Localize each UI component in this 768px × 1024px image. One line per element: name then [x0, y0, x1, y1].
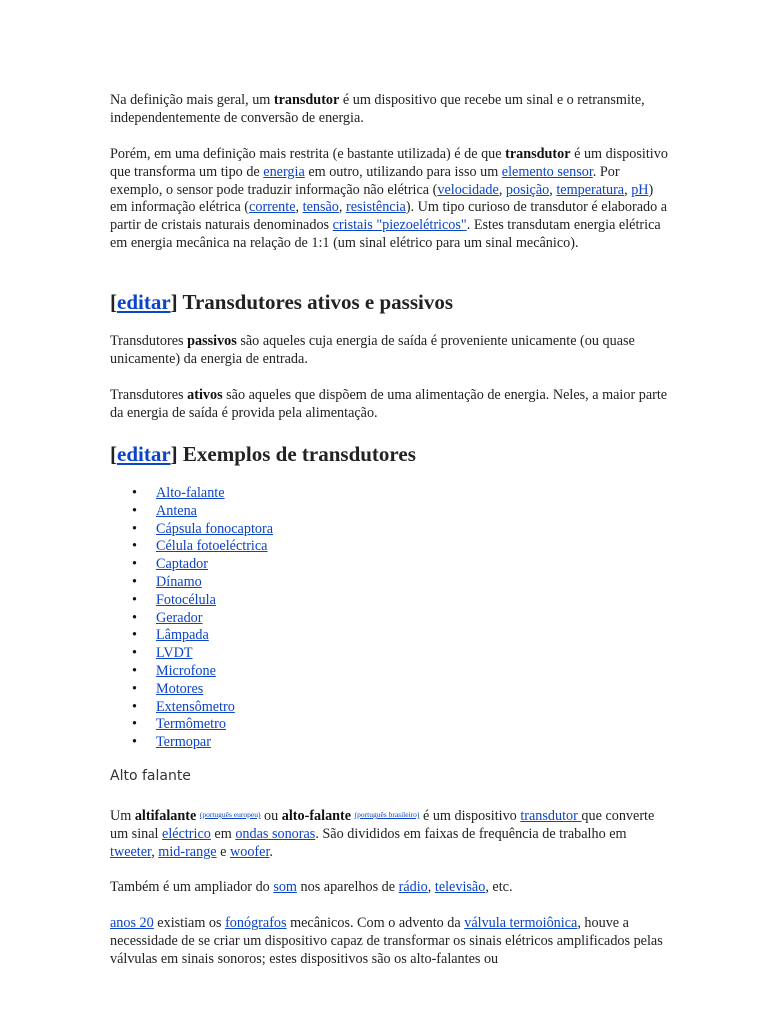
- example-link[interactable]: Termômetro: [156, 716, 226, 733]
- list-item: [132, 645, 273, 663]
- superscript-note: [200, 810, 261, 819]
- text: , etc.: [485, 879, 513, 895]
- example-link[interactable]: Extensômetro: [156, 698, 235, 715]
- text: nos aparelhos de: [296, 879, 399, 895]
- text: em outro, utilizando para isso um: [304, 163, 502, 180]
- paragraph-definition-restricted: [110, 146, 670, 253]
- bracket: [: [110, 290, 117, 314]
- bullet-icon: •: [132, 734, 137, 751]
- text: são aqueles cuja energia de saída é proveniente unicamente (ou quase unicamente) da energia de entrada.: [110, 333, 635, 367]
- bold-term: alto-falante: [281, 808, 352, 824]
- list-item: [132, 591, 273, 610]
- bracket: ]: [170, 442, 178, 466]
- link-anos-20[interactable]: anos 20: [110, 915, 154, 931]
- link-elemento-sensor[interactable]: elemento sensor: [501, 163, 593, 180]
- paragraph-altifalante: [110, 808, 670, 861]
- list-item: [132, 502, 273, 521]
- bold-term: transdutor: [505, 146, 571, 162]
- paragraph-ativos: [110, 387, 670, 423]
- link-tweeter[interactable]: tweeter: [110, 843, 152, 860]
- example-link[interactable]: Cápsula fonocaptora: [156, 520, 274, 537]
- list-item: [132, 556, 273, 574]
- text: . Estes transdutam energia elétrica em energia mecânica na relação de 1:1 (um sinal elétrico para um sinal mecânico).: [110, 217, 661, 251]
- link-portugues-brasileiro[interactable]: (português brasileiro): [354, 810, 420, 819]
- link-temperatura[interactable]: temperatura: [556, 181, 625, 198]
- bullet-icon: •: [132, 538, 137, 555]
- list-item: [132, 716, 273, 734]
- bullet-icon: •: [132, 556, 137, 573]
- text: ou: [260, 808, 282, 824]
- example-link[interactable]: LVDT: [156, 645, 193, 662]
- text: .: [269, 843, 273, 860]
- bullet-icon: •: [132, 573, 137, 590]
- link-posicao[interactable]: posição: [505, 181, 550, 198]
- text: em: [210, 825, 236, 842]
- paragraph-historia: [110, 915, 670, 968]
- example-link[interactable]: Alto-falante: [156, 485, 225, 501]
- heading-title: Exemplos de transdutores: [177, 442, 416, 466]
- edit-link[interactable]: editar: [117, 290, 171, 314]
- separator: ,: [624, 181, 632, 198]
- link-cristais-piezoeletricos[interactable]: cristais "piezoelétricos": [332, 217, 467, 234]
- list-item: [132, 520, 274, 539]
- example-link[interactable]: Captador: [156, 556, 209, 573]
- example-link[interactable]: Fotocélula: [156, 591, 216, 608]
- list-item: [132, 538, 273, 556]
- separator: ,: [295, 199, 303, 216]
- separator: ,: [498, 181, 506, 198]
- edit-link[interactable]: editar: [117, 442, 171, 466]
- list-item: [132, 573, 273, 592]
- link-mid-range[interactable]: mid-range: [158, 843, 217, 860]
- bullet-icon: •: [132, 502, 137, 519]
- text: Transdutores: [110, 333, 188, 349]
- list-item: [132, 734, 273, 752]
- link-ph[interactable]: pH: [631, 181, 649, 198]
- superscript-note: [355, 810, 420, 819]
- example-link[interactable]: Motores: [156, 680, 204, 697]
- bullet-icon: •: [132, 609, 137, 626]
- link-portugues-europeu[interactable]: (português europeu): [199, 810, 261, 819]
- bullet-icon: •: [132, 591, 137, 608]
- link-electrico[interactable]: eléctrico: [162, 825, 211, 842]
- text: , houve a necessidade de se criar um dispositivo capaz de transformar os sinais elétricos amplificados pelas válvulas em sinais sonoros; estes dispositivos são os alto-falantes ou: [110, 915, 663, 967]
- section-heading-exemplos: [110, 442, 416, 467]
- bold-term: transdutor: [273, 92, 340, 108]
- bold-term: ativos: [187, 387, 223, 403]
- list-item: [132, 627, 273, 645]
- text: Também é um ampliador do: [110, 879, 274, 895]
- bullet-icon: •: [132, 680, 137, 697]
- text: é um dispositivo que transforma um tipo de: [110, 146, 668, 180]
- example-link[interactable]: Antena: [156, 502, 197, 519]
- link-televisao[interactable]: televisão: [434, 879, 486, 895]
- link-energia[interactable]: energia: [263, 163, 305, 180]
- examples-list: [110, 485, 273, 752]
- list-item: [132, 662, 273, 681]
- bullet-icon: •: [132, 627, 137, 644]
- list-item: [132, 609, 273, 628]
- link-resistencia[interactable]: resistência: [345, 199, 406, 216]
- text: ). Um tipo curioso de transdutor é elaborado a partir de cristais naturais denominados: [110, 199, 668, 234]
- link-fonografos[interactable]: fonógrafos: [225, 915, 287, 931]
- bold-term: passivos: [187, 333, 237, 349]
- paragraph-ampliador: [110, 879, 670, 897]
- separator: ,: [151, 843, 159, 860]
- link-transdutor[interactable]: transdutor: [520, 808, 582, 824]
- bullet-icon: •: [132, 698, 137, 715]
- text: Na definição mais geral, um: [110, 92, 274, 108]
- example-link[interactable]: Dínamo: [156, 573, 202, 590]
- bold-term: altifalante: [134, 808, 197, 824]
- bullet-icon: •: [132, 645, 137, 662]
- link-som[interactable]: som: [273, 879, 297, 895]
- separator: ,: [549, 181, 557, 198]
- bullet-icon: •: [132, 662, 137, 679]
- example-link[interactable]: Célula fotoeléctrica: [156, 538, 268, 555]
- paragraph-definition-general: [110, 92, 670, 128]
- list-item: [132, 680, 273, 699]
- bracket: ]: [170, 290, 178, 314]
- paragraph-passivos: [110, 333, 670, 369]
- text: existiam os: [153, 915, 226, 931]
- text: . Por exemplo, o sensor pode traduzir informação não elétrica (: [110, 163, 620, 198]
- separator: ,: [338, 199, 346, 216]
- text: Um: [110, 808, 135, 824]
- heading-title: Transdutores ativos e passivos: [177, 290, 454, 314]
- link-valvula-termoionica[interactable]: válvula termoiônica: [464, 915, 578, 931]
- bullet-icon: •: [132, 485, 137, 501]
- list-item: [132, 698, 273, 717]
- text: mecânicos. Com o advento da: [286, 915, 465, 931]
- text: são aqueles que dispõem de uma alimentação de energia. Neles, a maior parte da energia de saída é provida pela alimentação.: [110, 387, 668, 421]
- text: Porém, em uma definição mais restrita (e bastante utilizada) é de que: [110, 146, 506, 162]
- link-radio[interactable]: rádio: [398, 879, 428, 895]
- text: é um dispositivo que recebe um sinal e o retransmite, independentemente de conversão de energia.: [110, 92, 645, 126]
- example-link[interactable]: Microfone: [156, 662, 216, 679]
- bullet-icon: •: [132, 716, 137, 733]
- example-link[interactable]: Termopar: [156, 734, 211, 751]
- subheading-alto-falante: Alto falante: [110, 768, 191, 784]
- text: é um dispositivo: [419, 808, 521, 824]
- example-link[interactable]: Gerador: [156, 609, 203, 626]
- text: que converte um sinal: [110, 808, 655, 842]
- link-corrente[interactable]: corrente: [249, 199, 296, 216]
- link-woofer[interactable]: woofer: [230, 843, 270, 860]
- bracket: [: [110, 442, 117, 466]
- separator: ,: [427, 879, 435, 895]
- bullet-icon: •: [132, 520, 137, 537]
- list-item: [132, 485, 273, 503]
- text: e: [216, 843, 230, 860]
- text: . São divididos em faixas de frequência de trabalho em: [315, 825, 627, 842]
- link-tensao[interactable]: tensão: [302, 199, 339, 216]
- link-ondas-sonoras[interactable]: ondas sonoras: [235, 825, 316, 842]
- link-velocidade[interactable]: velocidade: [437, 181, 499, 198]
- text: Transdutores: [110, 387, 188, 403]
- text: ) em informação elétrica (: [110, 181, 654, 216]
- section-heading-ativos-passivos: [110, 290, 453, 315]
- example-link[interactable]: Lâmpada: [156, 627, 209, 644]
